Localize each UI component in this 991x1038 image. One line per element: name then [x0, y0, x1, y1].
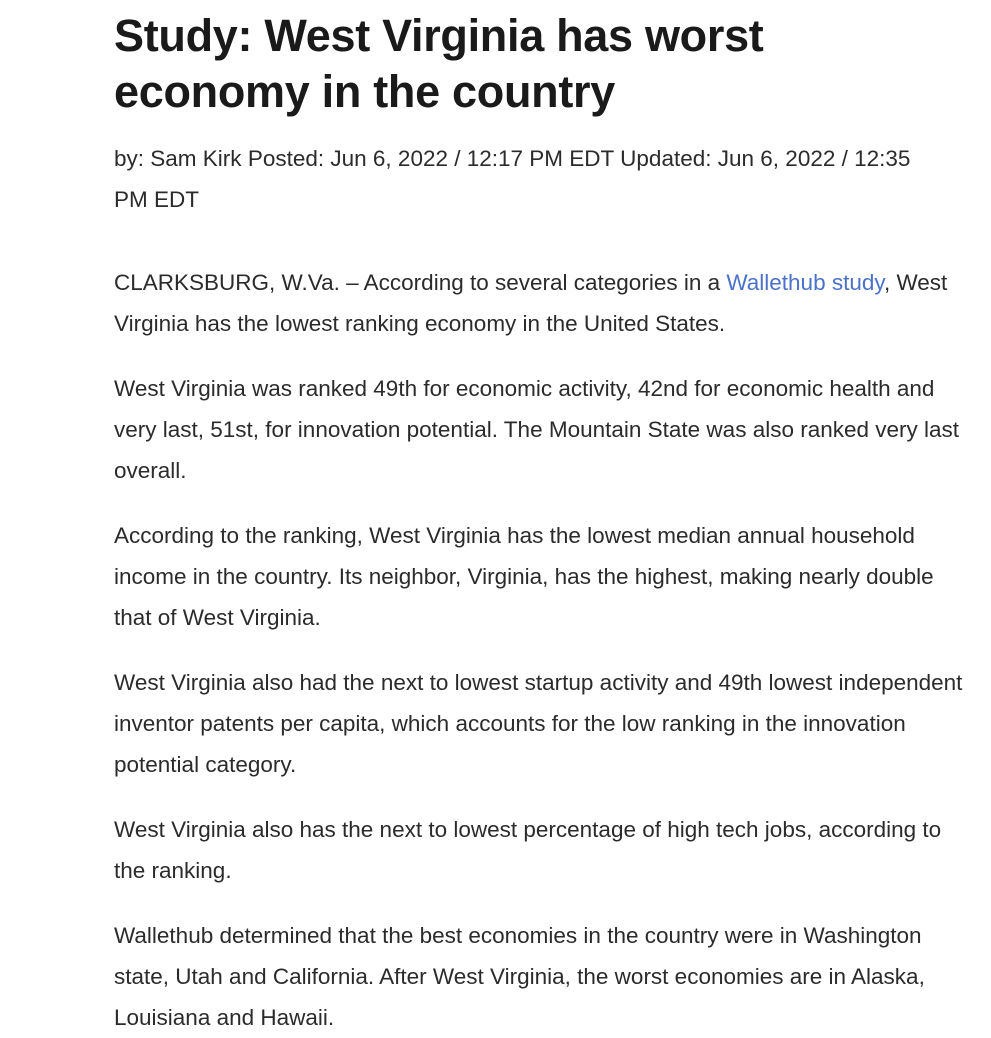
byline-updated-date: Jun 6, 2022 / 12:35 PM EDT — [114, 146, 911, 212]
article-paragraph-1 — [114, 262, 964, 344]
byline-posted-date: Jun 6, 2022 / 12:17 PM EDT — [330, 146, 614, 171]
byline-author-prefix: by: — [114, 146, 145, 171]
article-headline: Study: West Virginia has worst economy in the country — [114, 10, 764, 117]
article-paragraph-5: West Virginia also has the next to lowest percentage of high tech jobs, according to the ranking. — [114, 817, 942, 883]
wallethub-study-link[interactable]: Wallethub study — [726, 270, 884, 295]
paragraph-1-tail: , West Virginia has the lowest ranking economy in the United States. — [114, 270, 948, 336]
article — [114, 0, 964, 1038]
byline-posted-label: Posted: — [247, 146, 325, 171]
byline-updated-label: Updated: — [620, 146, 712, 171]
paragraph-1-lead: CLARKSBURG, W.Va. – According to several categories in a — [114, 270, 727, 295]
article-paragraph-2: West Virginia was ranked 49th for economic activity, 42nd for economic health and very last, 51st, for innovation potential. The Mountain State was also ranked very last overall. — [114, 376, 960, 483]
article-byline — [114, 138, 944, 220]
article-paragraph-4: West Virginia also had the next to lowest startup activity and 49th lowest independent inventor patents per capita, which accounts for the low ranking in the innovation potential category. — [114, 670, 963, 777]
article-paragraph-3: According to the ranking, West Virginia has the lowest median annual household income in the country. Its neighbor, Virginia, has the highest, making nearly double that of West Virginia. — [114, 523, 934, 630]
byline-author: Sam Kirk — [150, 146, 242, 171]
article-paragraph-6: Wallethub determined that the best economies in the country were in Washington state, Utah and California. After West Virginia, the worst economies are in Alaska, Louisiana and Hawaii. — [114, 923, 925, 1030]
